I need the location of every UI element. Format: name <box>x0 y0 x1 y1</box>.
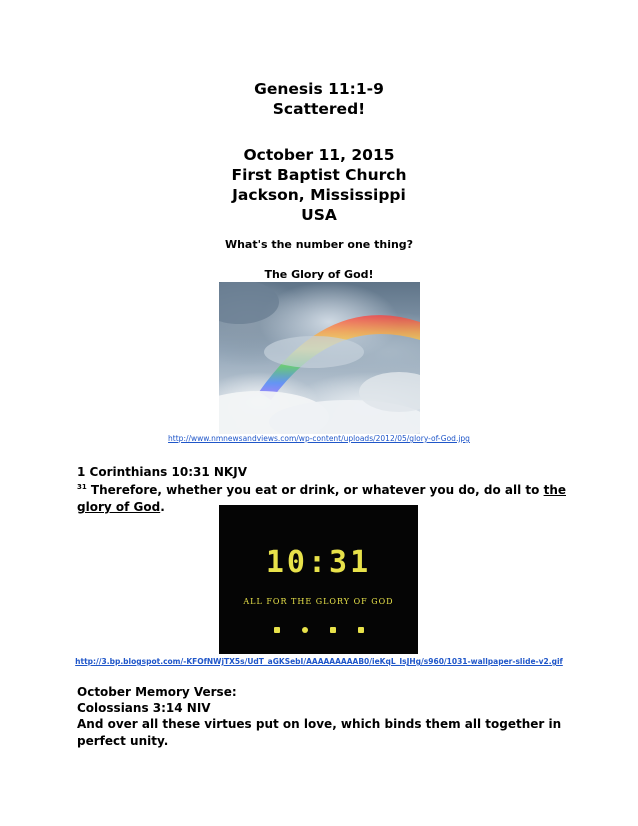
memory-reference: Colossians 3:14 NIV <box>77 701 211 715</box>
clock-footer-icons <box>274 627 364 637</box>
answer-text: The Glory of God! <box>264 268 374 281</box>
music-icon <box>330 627 336 633</box>
question-text: What's the number one thing? <box>224 238 414 251</box>
sermon-date: October 11, 2015 <box>243 146 395 164</box>
verse-number: 31 <box>77 483 87 491</box>
clock-1031-image <box>219 505 418 654</box>
verse-text-end: . <box>160 500 165 514</box>
memory-text: And over all these virtues put on love, which binds them all together in perfect unity. <box>77 717 562 748</box>
church-name: First Baptist Church <box>231 166 407 184</box>
rainbow-clouds-image <box>219 282 420 434</box>
food-icon <box>302 627 308 633</box>
image-source-link-2[interactable]: http://3.bp.blogspot.com/-KFOfNWjTX5s/UdT_aGKSebI/AAAAAAAAAB0/ieKqL_IsJHg/s960/1031-wallpaper-slide-v2.gif <box>75 657 563 666</box>
verse-reference: 1 Corinthians 10:31 NKJV <box>77 465 247 479</box>
verse-text-underlined: the glory of God <box>77 483 566 514</box>
sermon-subtitle: Scattered! <box>272 100 366 118</box>
rainbow-icon <box>219 282 420 434</box>
sermon-title: Genesis 11:1-9 <box>254 80 384 98</box>
memory-heading: October Memory Verse: <box>77 685 237 699</box>
sport-icon <box>274 627 280 633</box>
clock-caption: ALL FOR THE GLORY OF GOD <box>243 597 394 606</box>
church-city: Jackson, Mississippi <box>232 186 406 204</box>
clock-digits: 10:31 <box>265 545 372 580</box>
film-icon <box>358 627 364 633</box>
church-country: USA <box>301 206 337 224</box>
verse-text-main: Therefore, whether you eat or drink, or whatever you do, do all to <box>86 483 544 497</box>
image-source-link-1[interactable]: http://www.nmnewsandviews.com/wp-content/uploads/2012/05/glory-of-God.jpg <box>168 434 470 443</box>
